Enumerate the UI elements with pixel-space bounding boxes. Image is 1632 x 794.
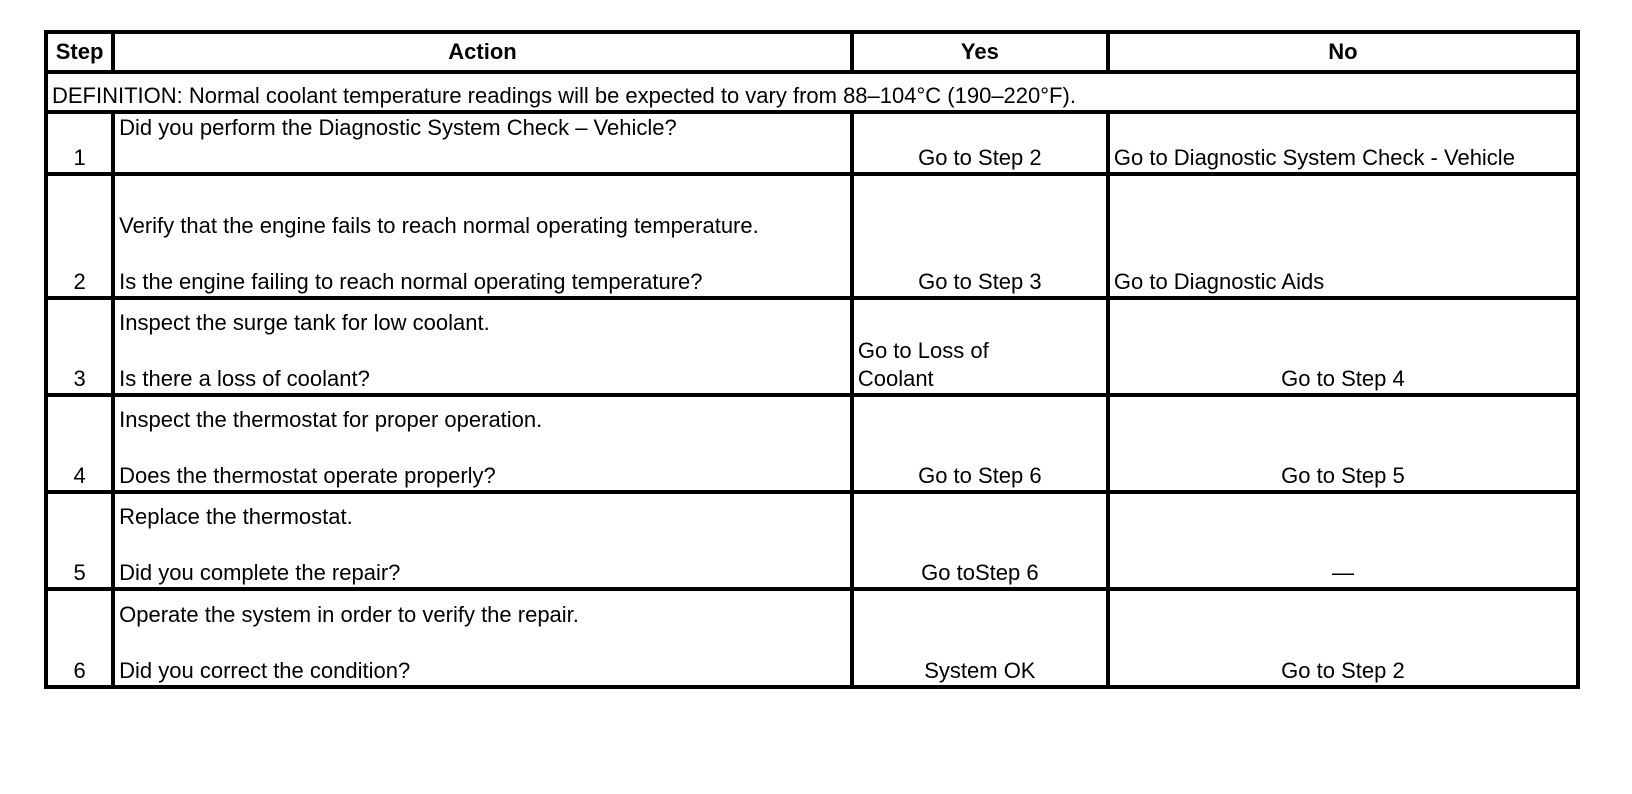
step-number: 3 — [46, 298, 113, 395]
yes-cell: Go to Step 6 — [852, 395, 1108, 492]
step-number: 2 — [46, 174, 113, 298]
table-row — [46, 298, 1578, 395]
no-cell: Go to Diagnostic System Check - Vehicle — [1108, 112, 1578, 174]
yes-cell: Go to Step 3 — [852, 174, 1108, 298]
no-cell: Go to Diagnostic Aids — [1108, 174, 1578, 298]
question-text: Is the engine failing to reach normal operating temperature? — [119, 269, 703, 294]
no-cell: Go to Step 2 — [1108, 589, 1578, 687]
yes-cell: System OK — [852, 589, 1108, 687]
definition-row — [46, 72, 1578, 112]
no-cell: Go to Step 4 — [1108, 298, 1578, 395]
header-row — [46, 32, 1578, 72]
yes-cell: Go to Loss of Coolant — [852, 298, 1108, 395]
header-no: No — [1108, 32, 1578, 72]
no-cell: — — [1108, 492, 1578, 589]
definition-text: DEFINITION: Normal coolant temperature readings will be expected to vary from 88–104°C (190–220°F). — [46, 72, 1578, 112]
action-cell — [113, 492, 852, 589]
action-cell — [113, 395, 852, 492]
table-row — [46, 589, 1578, 687]
yes-cell: Go to Step 2 — [852, 112, 1108, 174]
action-text: Verify that the engine fails to reach normal operating temperature. — [119, 213, 759, 238]
header-yes: Yes — [852, 32, 1108, 72]
action-text: Inspect the thermostat for proper operation. — [119, 407, 543, 432]
yes-cell: Go toStep 6 — [852, 492, 1108, 589]
diagnostic-table — [44, 30, 1580, 689]
question-text: Did you complete the repair? — [119, 560, 401, 585]
header-step: Step — [46, 32, 113, 72]
table-row — [46, 112, 1578, 174]
action-text: Inspect the surge tank for low coolant. — [119, 310, 490, 335]
action-cell — [113, 174, 852, 298]
question-text: Did you correct the condition? — [119, 658, 411, 683]
table-row — [46, 174, 1578, 298]
header-action: Action — [113, 32, 852, 72]
action-cell — [113, 589, 852, 687]
action-text: Did you perform the Diagnostic System Check – Vehicle? — [119, 115, 677, 140]
table-row — [46, 492, 1578, 589]
action-cell — [113, 298, 852, 395]
no-cell: Go to Step 5 — [1108, 395, 1578, 492]
question-text: Does the thermostat operate properly? — [119, 463, 496, 488]
action-cell — [113, 112, 852, 174]
step-number: 4 — [46, 395, 113, 492]
action-text: Operate the system in order to verify the repair. — [119, 602, 579, 627]
question-text: Is there a loss of coolant? — [119, 366, 370, 391]
table-row — [46, 395, 1578, 492]
step-number: 1 — [46, 112, 113, 174]
step-number: 6 — [46, 589, 113, 687]
step-number: 5 — [46, 492, 113, 589]
action-text: Replace the thermostat. — [119, 504, 353, 529]
